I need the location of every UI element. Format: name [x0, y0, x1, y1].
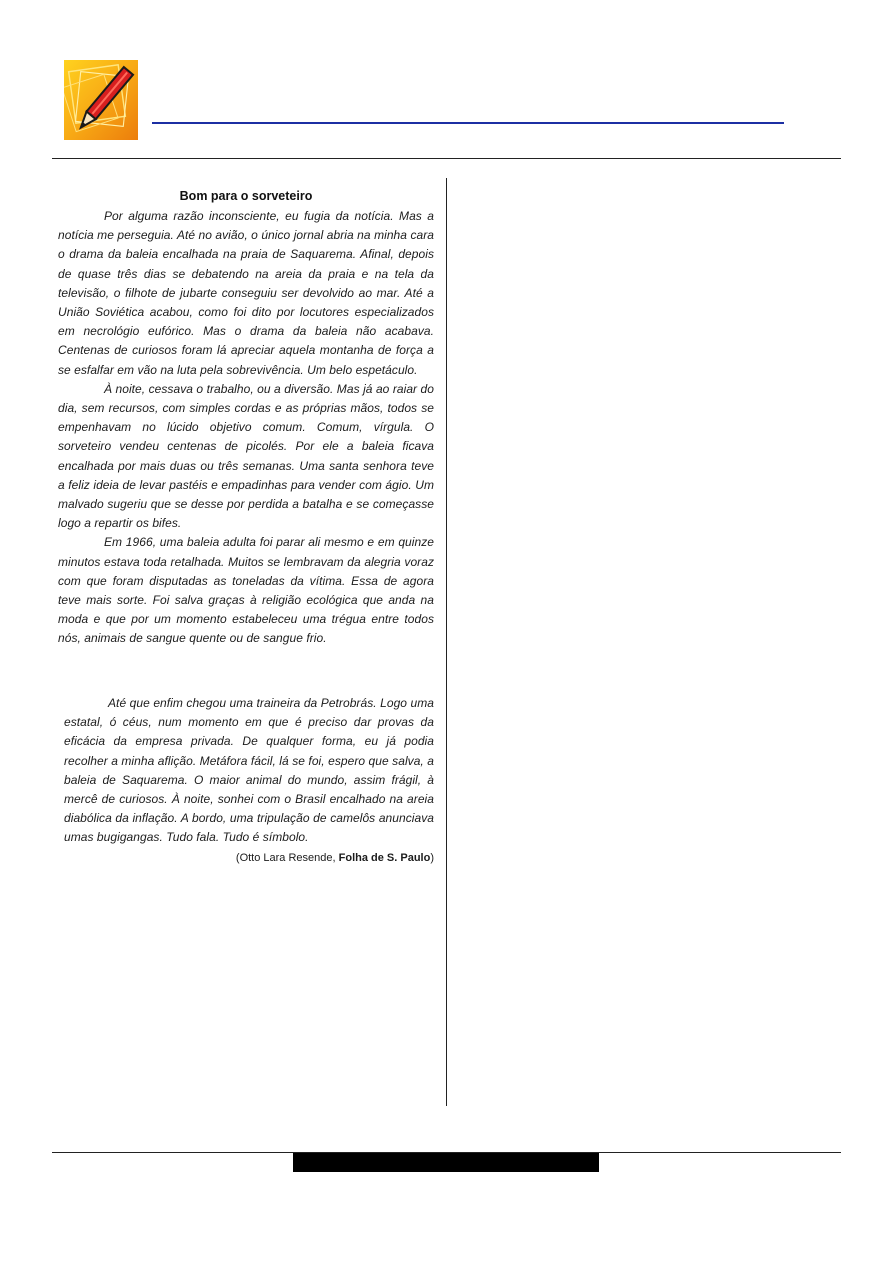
- credit-source: Folha de S. Paulo: [338, 851, 431, 864]
- article-credit: [64, 849, 434, 867]
- article-continuation: [64, 694, 434, 867]
- pencil-logo-icon: [64, 60, 138, 140]
- footer-bar: [293, 1153, 599, 1172]
- header-rule: [52, 158, 841, 159]
- credit-separator: ,: [332, 851, 339, 864]
- article-paragraph: Em 1966, uma baleia adulta foi parar ali mesmo e em quinze minutos estava toda retalhada. Muitos se lembravam da alegria voraz com que foram disputadas as toneladas da vítima. Essa de agora teve mais sorte. Foi salva graças à religião ecológica que anda na moda e que por um momento estabeleceu uma trégua entre todos nós, animais de sangue quente ou de sangue frio.: [58, 535, 434, 646]
- credit-open: (: [235, 851, 240, 864]
- credit-author: Otto Lara Resende: [239, 851, 333, 864]
- article-paragraph: Até que enfim chegou uma traineira da Petrobrás. Logo uma estatal, ó céus, num momento em que é preciso dar provas da eficácia da empresa privada. De qualquer forma, eu já podia recolher a minha aflição. Metáfora fácil, lá se foi, espero que salva, a baleia de Saquarema. O maior animal do mundo, assim frágil, à mercê de curiosos. À noite, sonhei com o Brasil encalhado na areia diabólica da inflação. A bordo, uma tripulação de camelôs anunciava umas bugigangas. Tudo fala. Tudo é símbolo.: [64, 696, 434, 845]
- article-title: Bom para o sorveteiro: [179, 189, 313, 203]
- header-blue-line: [152, 122, 784, 124]
- credit-close: ): [430, 851, 434, 864]
- article-paragraph: À noite, cessava o trabalho, ou a diversão. Mas já ao raiar do dia, sem recursos, com simples cordas e as próprias mãos, todos se empenhavam no lúcido objetivo comum. Comum, vírgula. O sorveteiro vendeu centenas de picolés. Por ele a baleia ficava encalhada por mais duas ou três semanas. Uma santa senhora teve a feliz ideia de levar pastéis e empadinhas para vender com ágio. Um malvado sugeriu que se desse por perdida a batalha e se começasse logo a repartir os bifes.: [58, 381, 434, 531]
- column-divider: [446, 178, 447, 1106]
- article-body: [58, 186, 434, 686]
- article-paragraph: Por alguma razão inconsciente, eu fugia da notícia. Mas a notícia me perseguia. Até no avião, o único jornal abria na minha cara o drama da baleia encalhada na praia de Saquarema. Afinal, depois de quase três dias se debatendo na areia da praia e na tela da televisão, o filhote de jubarte conseguiu ser devolvido ao mar. Até a União Soviética acabou, como foi dito por locutores especializados em necrológio eufórico. Mas o drama da baleia não acabava. Centenas de curiosos foram lá apreciar aquela montanha de força a se esfalfar em vão na luta pela sobrevivência. Um belo espetáculo.: [58, 209, 434, 377]
